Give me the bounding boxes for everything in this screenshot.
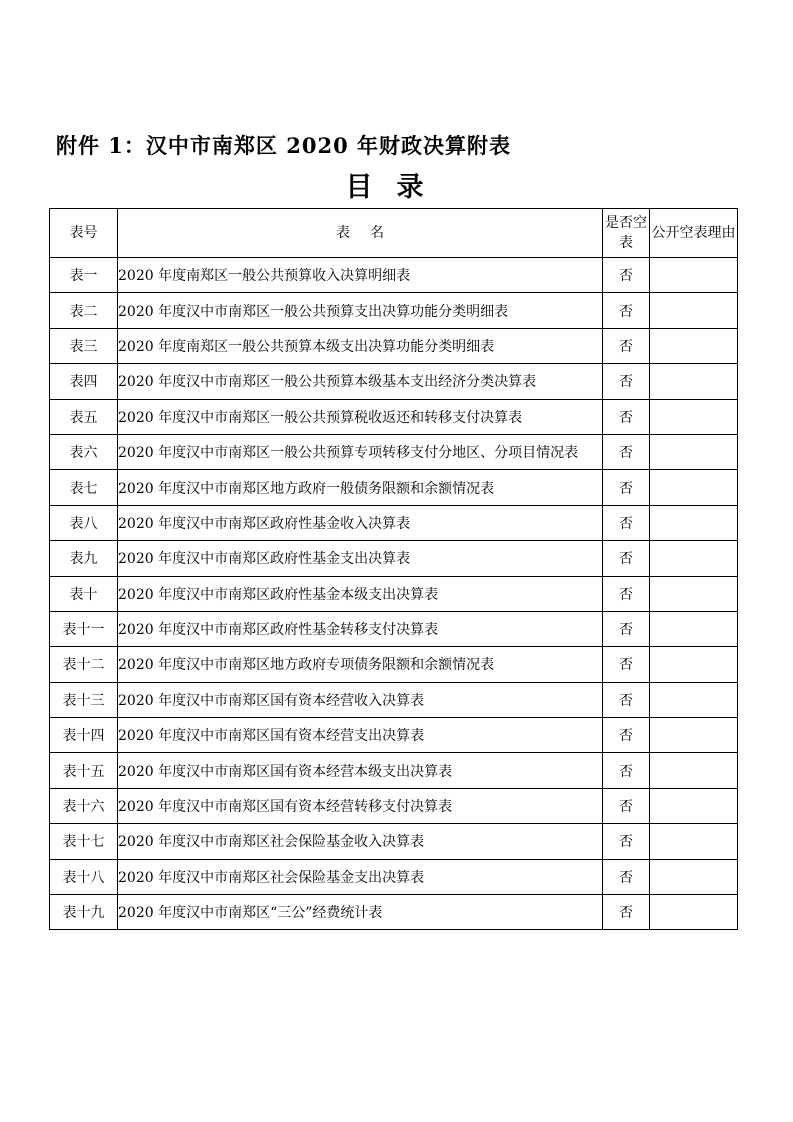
row-name: 2020 年度汉中市南郑区地方政府专项债务限额和余额情况表 <box>118 647 603 682</box>
row-name: 2020 年度汉中市南郑区国有资本经营收入决算表 <box>118 682 603 717</box>
header-name-label: 表名 <box>336 225 404 241</box>
row-number: 表十八 <box>50 859 118 894</box>
row-number: 表十二 <box>50 647 118 682</box>
table-row <box>50 682 738 717</box>
row-reason <box>650 541 738 576</box>
table-row <box>50 895 738 930</box>
row-is-empty: 否 <box>603 434 650 469</box>
row-is-empty: 否 <box>603 718 650 753</box>
row-number: 表五 <box>50 399 118 434</box>
row-name: 2020 年度南郑区一般公共预算本级支出决算功能分类明细表 <box>118 328 603 363</box>
row-reason <box>650 718 738 753</box>
row-is-empty: 否 <box>603 470 650 505</box>
row-name: 2020 年度南郑区一般公共预算收入决算明细表 <box>118 258 603 293</box>
row-name: 2020 年度汉中市南郑区政府性基金本级支出决算表 <box>118 576 603 611</box>
row-name: 2020 年度汉中市南郑区国有资本经营转移支付决算表 <box>118 788 603 823</box>
row-name: 2020 年度汉中市南郑区政府性基金收入决算表 <box>118 505 603 540</box>
row-reason <box>650 895 738 930</box>
table-header-row <box>50 209 738 258</box>
row-name: 2020 年度汉中市南郑区一般公共预算税收返还和转移支付决算表 <box>118 399 603 434</box>
table-row <box>50 753 738 788</box>
row-number: 表十五 <box>50 753 118 788</box>
row-reason <box>650 434 738 469</box>
row-name: 2020 年度汉中市南郑区政府性基金支出决算表 <box>118 541 603 576</box>
row-is-empty: 否 <box>603 859 650 894</box>
row-is-empty: 否 <box>603 364 650 399</box>
row-is-empty: 否 <box>603 647 650 682</box>
row-number: 表十九 <box>50 895 118 930</box>
row-number: 表三 <box>50 328 118 363</box>
row-reason <box>650 753 738 788</box>
row-number: 表十七 <box>50 824 118 859</box>
row-is-empty: 否 <box>603 258 650 293</box>
row-reason <box>650 258 738 293</box>
row-name: 2020 年度汉中市南郑区社会保险基金收入决算表 <box>118 824 603 859</box>
table-row <box>50 824 738 859</box>
row-number: 表十三 <box>50 682 118 717</box>
row-is-empty: 否 <box>603 293 650 328</box>
row-name: 2020 年度汉中市南郑区社会保险基金支出决算表 <box>118 859 603 894</box>
table-row <box>50 788 738 823</box>
toc-table <box>49 208 738 930</box>
row-is-empty: 否 <box>603 824 650 859</box>
row-is-empty: 否 <box>603 682 650 717</box>
row-reason <box>650 788 738 823</box>
header-reason: 公开空表理由 <box>650 209 738 258</box>
table-row <box>50 611 738 646</box>
row-number: 表十四 <box>50 718 118 753</box>
row-name: 2020 年度汉中市南郑区地方政府一般债务限额和余额情况表 <box>118 470 603 505</box>
table-row <box>50 434 738 469</box>
row-is-empty: 否 <box>603 541 650 576</box>
table-row <box>50 293 738 328</box>
row-reason <box>650 470 738 505</box>
row-number: 表九 <box>50 541 118 576</box>
row-reason <box>650 824 738 859</box>
row-number: 表八 <box>50 505 118 540</box>
table-row <box>50 505 738 540</box>
row-is-empty: 否 <box>603 505 650 540</box>
row-number: 表四 <box>50 364 118 399</box>
table-row <box>50 399 738 434</box>
table-row <box>50 541 738 576</box>
header-is-empty: 是否空表 <box>603 209 650 258</box>
toc-title: 目录 <box>345 172 448 203</box>
row-reason <box>650 399 738 434</box>
row-reason <box>650 293 738 328</box>
row-is-empty: 否 <box>603 788 650 823</box>
row-name: 2020 年度汉中市南郑区一般公共预算本级基本支出经济分类决算表 <box>118 364 603 399</box>
row-number: 表七 <box>50 470 118 505</box>
table-row <box>50 576 738 611</box>
row-name: 2020 年度汉中市南郑区国有资本经营支出决算表 <box>118 718 603 753</box>
table-row <box>50 647 738 682</box>
row-number: 表一 <box>50 258 118 293</box>
row-reason <box>650 364 738 399</box>
header-name <box>118 209 603 258</box>
table-row <box>50 718 738 753</box>
toc-body <box>50 258 738 930</box>
row-reason <box>650 505 738 540</box>
page-heading: 附件 1：汉中市南郑区 2020 年财政决算附表 <box>56 133 511 158</box>
table-row <box>50 258 738 293</box>
row-number: 表十六 <box>50 788 118 823</box>
table-row <box>50 470 738 505</box>
row-name: 2020 年度汉中市南郑区政府性基金转移支付决算表 <box>118 611 603 646</box>
row-number: 表二 <box>50 293 118 328</box>
row-number: 表六 <box>50 434 118 469</box>
table-row <box>50 328 738 363</box>
row-is-empty: 否 <box>603 328 650 363</box>
row-is-empty: 否 <box>603 399 650 434</box>
row-reason <box>650 682 738 717</box>
row-is-empty: 否 <box>603 753 650 788</box>
row-number: 表十 <box>50 576 118 611</box>
row-name: 2020 年度汉中市南郑区一般公共预算专项转移支付分地区、分项目情况表 <box>118 434 603 469</box>
row-reason <box>650 611 738 646</box>
row-is-empty: 否 <box>603 611 650 646</box>
row-number: 表十一 <box>50 611 118 646</box>
row-reason <box>650 647 738 682</box>
table-row <box>50 859 738 894</box>
row-name: 2020 年度汉中市南郑区一般公共预算支出决算功能分类明细表 <box>118 293 603 328</box>
row-name: 2020 年度汉中市南郑区“三公”经费统计表 <box>118 895 603 930</box>
header-number: 表号 <box>50 209 118 258</box>
row-reason <box>650 328 738 363</box>
row-name: 2020 年度汉中市南郑区国有资本经营本级支出决算表 <box>118 753 603 788</box>
row-reason <box>650 859 738 894</box>
row-reason <box>650 576 738 611</box>
table-row <box>50 364 738 399</box>
row-is-empty: 否 <box>603 576 650 611</box>
row-is-empty: 否 <box>603 895 650 930</box>
